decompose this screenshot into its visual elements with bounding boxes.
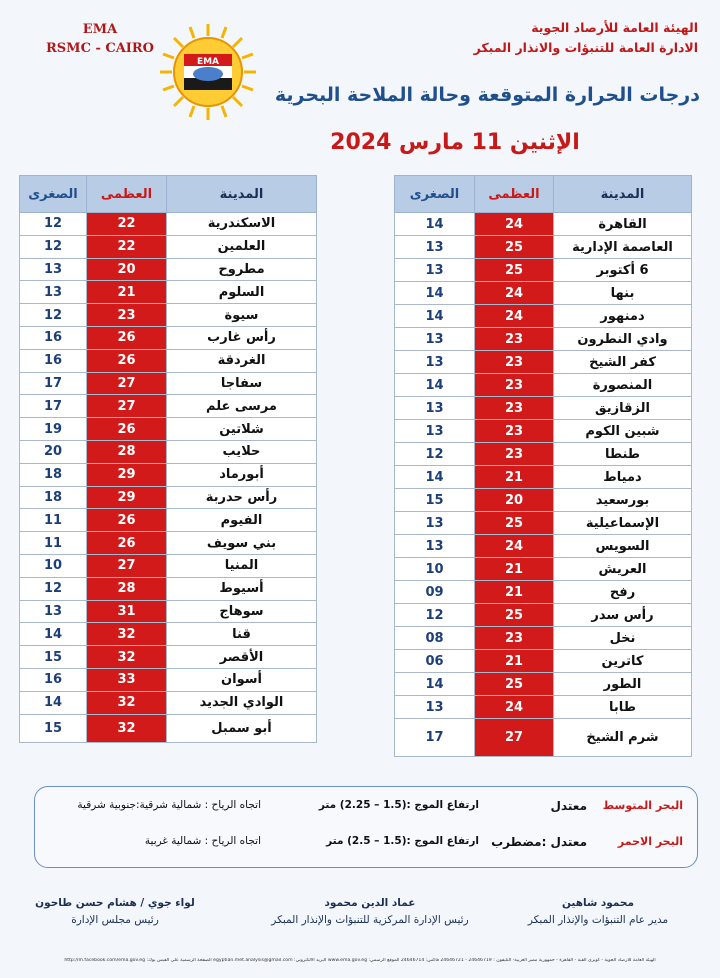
max-temp-cell: 23 <box>475 397 554 420</box>
min-temp-cell: 13 <box>20 281 87 304</box>
city-cell: سفاجا <box>167 372 317 395</box>
table-row <box>20 691 317 714</box>
table-row <box>395 466 692 489</box>
city-cell: كفر الشيخ <box>554 351 692 374</box>
city-cell: نخل <box>554 627 692 650</box>
table-row <box>395 374 692 397</box>
min-temp-cell: 18 <box>20 463 87 486</box>
table-row <box>395 259 692 282</box>
city-cell: العريش <box>554 558 692 581</box>
min-temp-cell: 12 <box>20 213 87 236</box>
city-cell: الوادي الجديد <box>167 691 317 714</box>
min-temp-cell: 06 <box>395 650 475 673</box>
red-sea-label: البحر الاحمر <box>617 835 683 848</box>
min-temp-cell: 12 <box>395 604 475 627</box>
max-temp-cell: 28 <box>87 577 167 600</box>
table-row <box>395 236 692 259</box>
max-temp-cell: 26 <box>87 418 167 441</box>
table-row <box>395 305 692 328</box>
min-temp-cell: 16 <box>20 668 87 691</box>
min-temp-cell: 14 <box>395 374 475 397</box>
signature-chairman <box>20 895 210 929</box>
min-temp-cell: 14 <box>395 466 475 489</box>
signature-role: مدير عام التنبؤات والإنذار المبكر <box>527 914 669 926</box>
table-row <box>395 696 692 719</box>
max-temp-cell: 24 <box>475 535 554 558</box>
forecast-date: الإثنين 11 مارس 2024 <box>330 130 580 155</box>
min-temp-cell: 13 <box>395 236 475 259</box>
min-temp-cell: 12 <box>20 235 87 258</box>
table-row <box>20 213 317 236</box>
signature-name: محمود شاهين <box>561 897 635 909</box>
max-temp-cell: 21 <box>475 650 554 673</box>
min-temp-cell: 17 <box>20 395 87 418</box>
table-row <box>20 577 317 600</box>
city-cell: دمياط <box>554 466 692 489</box>
city-cell: شرم الشيخ <box>554 719 692 757</box>
ema-logo <box>158 22 258 122</box>
city-cell: أسيوط <box>167 577 317 600</box>
table-row <box>20 600 317 623</box>
min-temp-cell: 13 <box>20 600 87 623</box>
table-row <box>395 719 692 757</box>
min-temp-cell: 11 <box>20 532 87 555</box>
min-temp-cell: 12 <box>20 577 87 600</box>
page-title: درجات الحرارة المتوقعة وحالة الملاحة البحرية <box>274 84 700 106</box>
city-cell: قنا <box>167 623 317 646</box>
max-temp-cell: 25 <box>475 604 554 627</box>
table-row <box>20 235 317 258</box>
min-temp-cell: 13 <box>395 696 475 719</box>
city-cell: المنيا <box>167 554 317 577</box>
table-row <box>20 646 317 669</box>
city-cell: حلايب <box>167 440 317 463</box>
city-cell: رأس حدربة <box>167 486 317 509</box>
table-row <box>395 213 692 236</box>
org-line-1: الهيئة العامة للأرصاد الجوية <box>531 20 698 35</box>
city-cell: كاترين <box>554 650 692 673</box>
city-cell: طنطا <box>554 443 692 466</box>
max-temp-cell: 32 <box>87 714 167 742</box>
city-cell: الأقصر <box>167 646 317 669</box>
table-row <box>395 328 692 351</box>
city-cell: شلاتين <box>167 418 317 441</box>
city-cell: رأس سدر <box>554 604 692 627</box>
signature-role: رئيس مجلس الإدارة <box>71 914 159 926</box>
max-temp-cell: 32 <box>87 691 167 714</box>
city-cell: الإسماعيلية <box>554 512 692 535</box>
signature-forecast-director <box>498 895 698 929</box>
min-temp-cell: 13 <box>395 420 475 443</box>
max-temp-cell: 21 <box>475 558 554 581</box>
table-row <box>395 282 692 305</box>
min-temp-cell: 14 <box>395 305 475 328</box>
city-cell: أبورماد <box>167 463 317 486</box>
table-row <box>395 443 692 466</box>
header-city: المدينة <box>167 176 317 213</box>
header-max: العظمى <box>475 176 554 213</box>
red-wave-height: ارتفاع الموج :(1.5 – 2.5) متر <box>326 835 479 847</box>
header-max: العظمى <box>87 176 167 213</box>
max-temp-cell: 31 <box>87 600 167 623</box>
table-row <box>395 650 692 673</box>
table-row <box>20 463 317 486</box>
city-cell: المنصورة <box>554 374 692 397</box>
table-row <box>395 397 692 420</box>
city-cell: العلمين <box>167 235 317 258</box>
city-cell: الزقازيق <box>554 397 692 420</box>
min-temp-cell: 18 <box>20 486 87 509</box>
max-temp-cell: 23 <box>475 627 554 650</box>
max-temp-cell: 26 <box>87 532 167 555</box>
min-temp-cell: 13 <box>395 535 475 558</box>
city-cell: القاهرة <box>554 213 692 236</box>
max-temp-cell: 28 <box>87 440 167 463</box>
min-temp-cell: 17 <box>20 372 87 395</box>
org-name-arabic <box>474 18 698 58</box>
city-cell: السويس <box>554 535 692 558</box>
max-temp-cell: 21 <box>475 581 554 604</box>
max-temp-cell: 32 <box>87 623 167 646</box>
max-temp-cell: 23 <box>475 420 554 443</box>
min-temp-cell: 16 <box>20 349 87 372</box>
table-row <box>20 326 317 349</box>
table-row <box>20 281 317 304</box>
table-row <box>395 581 692 604</box>
min-temp-cell: 14 <box>20 691 87 714</box>
table-row <box>20 372 317 395</box>
min-temp-cell: 12 <box>395 443 475 466</box>
min-temp-cell: 13 <box>395 397 475 420</box>
max-temp-cell: 27 <box>475 719 554 757</box>
max-temp-cell: 25 <box>475 259 554 282</box>
min-temp-cell: 13 <box>395 328 475 351</box>
max-temp-cell: 26 <box>87 326 167 349</box>
table-row <box>395 535 692 558</box>
min-temp-cell: 13 <box>395 351 475 374</box>
min-temp-cell: 14 <box>20 623 87 646</box>
min-temp-cell: 13 <box>395 512 475 535</box>
signature-central-director <box>255 895 485 929</box>
max-temp-cell: 21 <box>87 281 167 304</box>
header-min: الصغرى <box>20 176 87 213</box>
temperature-table-left <box>19 175 317 743</box>
min-temp-cell: 16 <box>20 326 87 349</box>
med-wind-direction: اتجاه الرياح : شمالية شرقية:جنوبية شرقية <box>77 799 261 811</box>
city-cell: بورسعيد <box>554 489 692 512</box>
header-min: الصغرى <box>395 176 475 213</box>
table-row <box>20 304 317 327</box>
org-abbreviation: EMA <box>82 22 118 37</box>
org-rsmc: RSMC - CAIRO <box>45 41 155 56</box>
max-temp-cell: 24 <box>475 696 554 719</box>
city-cell: مرسى علم <box>167 395 317 418</box>
city-cell: الفيوم <box>167 509 317 532</box>
min-temp-cell: 10 <box>395 558 475 581</box>
max-temp-cell: 23 <box>475 351 554 374</box>
max-temp-cell: 29 <box>87 463 167 486</box>
max-temp-cell: 20 <box>87 258 167 281</box>
signature-role: رئيس الإدارة المركزية للتنبؤات والإنذار المبكر <box>271 914 469 926</box>
city-cell: سيوة <box>167 304 317 327</box>
table-row <box>395 604 692 627</box>
org-line-2: الادارة العامة للتنبؤات والانذار المبكر <box>473 40 698 55</box>
min-temp-cell: 14 <box>395 282 475 305</box>
table-row <box>20 554 317 577</box>
min-temp-cell: 08 <box>395 627 475 650</box>
header-city: المدينة <box>554 176 692 213</box>
table-row <box>20 714 317 742</box>
table-row <box>395 627 692 650</box>
svg-text:EMA: EMA <box>196 57 220 67</box>
min-temp-cell: 19 <box>20 418 87 441</box>
max-temp-cell: 23 <box>475 328 554 351</box>
max-temp-cell: 27 <box>87 554 167 577</box>
city-cell: الطور <box>554 673 692 696</box>
max-temp-cell: 24 <box>475 282 554 305</box>
city-cell: بني سويف <box>167 532 317 555</box>
temperature-table-right <box>394 175 692 757</box>
min-temp-cell: 10 <box>20 554 87 577</box>
max-temp-cell: 25 <box>475 512 554 535</box>
table-row <box>395 351 692 374</box>
city-cell: رأس غارب <box>167 326 317 349</box>
city-cell: أبو سمبل <box>167 714 317 742</box>
max-temp-cell: 24 <box>475 213 554 236</box>
min-temp-cell: 15 <box>20 646 87 669</box>
city-cell: بنها <box>554 282 692 305</box>
red-wind-direction: اتجاه الرياح : شمالية غربية <box>144 835 261 847</box>
min-temp-cell: 11 <box>20 509 87 532</box>
table-row <box>20 486 317 509</box>
red-sea-state: معتدل :مضطرب <box>491 835 587 849</box>
max-temp-cell: 23 <box>475 374 554 397</box>
table-row <box>395 673 692 696</box>
table-row <box>20 258 317 281</box>
city-cell: الغردقة <box>167 349 317 372</box>
city-cell: رفح <box>554 581 692 604</box>
max-temp-cell: 27 <box>87 395 167 418</box>
signature-name: عماد الدين محمود <box>324 897 416 909</box>
city-cell: السلوم <box>167 281 317 304</box>
city-cell: الاسكندرية <box>167 213 317 236</box>
city-cell: دمنهور <box>554 305 692 328</box>
table-row <box>20 509 317 532</box>
city-cell: وادي النطرون <box>554 328 692 351</box>
min-temp-cell: 09 <box>395 581 475 604</box>
city-cell: أسوان <box>167 668 317 691</box>
min-temp-cell: 14 <box>395 213 475 236</box>
city-cell: العاصمة الإدارية <box>554 236 692 259</box>
marine-status-box <box>34 786 698 868</box>
min-temp-cell: 13 <box>20 258 87 281</box>
city-cell: 6 أكتوبر <box>554 259 692 282</box>
table-row <box>20 440 317 463</box>
table-row <box>20 349 317 372</box>
table-row <box>395 489 692 512</box>
max-temp-cell: 20 <box>475 489 554 512</box>
table-header-row <box>20 176 317 213</box>
signature-name: لواء جوي / هشام حسن طاحون <box>35 897 195 909</box>
max-temp-cell: 23 <box>87 304 167 327</box>
table-row <box>395 420 692 443</box>
table-row <box>395 558 692 581</box>
max-temp-cell: 24 <box>475 305 554 328</box>
max-temp-cell: 26 <box>87 509 167 532</box>
min-temp-cell: 12 <box>20 304 87 327</box>
max-temp-cell: 22 <box>87 213 167 236</box>
org-name-english <box>30 20 170 58</box>
max-temp-cell: 25 <box>475 236 554 259</box>
min-temp-cell: 15 <box>20 714 87 742</box>
min-temp-cell: 17 <box>395 719 475 757</box>
min-temp-cell: 13 <box>395 259 475 282</box>
footer-contact-info: الهيئة العامة للأرصاد الجوية - كوبري القبة - القاهرة - جمهورية مصر العربية- التليفون : 24646719 - 24646721 فاكس: 24646714 الموقع الرسمي: www.ema.gov.eg البريد الالكتروني: egyptian.met.analysis@gmail.com الصفحة الرسمية على الفيس بوك: http://m.facebook.com/ema.gov.eg <box>64 958 656 963</box>
table-row <box>20 668 317 691</box>
max-temp-cell: 23 <box>475 443 554 466</box>
table-row <box>20 532 317 555</box>
med-wave-height: ارتفاع الموج :(1.5 – 2.25) متر <box>318 799 479 811</box>
min-temp-cell: 15 <box>395 489 475 512</box>
max-temp-cell: 26 <box>87 349 167 372</box>
table-row <box>20 418 317 441</box>
max-temp-cell: 29 <box>87 486 167 509</box>
city-cell: سوهاج <box>167 600 317 623</box>
table-row <box>395 512 692 535</box>
table-header-row <box>395 176 692 213</box>
min-temp-cell: 20 <box>20 440 87 463</box>
max-temp-cell: 33 <box>87 668 167 691</box>
med-sea-state: معتدل <box>550 799 587 813</box>
table-row <box>20 395 317 418</box>
max-temp-cell: 32 <box>87 646 167 669</box>
max-temp-cell: 22 <box>87 235 167 258</box>
max-temp-cell: 27 <box>87 372 167 395</box>
table-row <box>20 623 317 646</box>
city-cell: شبين الكوم <box>554 420 692 443</box>
min-temp-cell: 14 <box>395 673 475 696</box>
city-cell: طابا <box>554 696 692 719</box>
city-cell: مطروح <box>167 258 317 281</box>
max-temp-cell: 25 <box>475 673 554 696</box>
med-sea-label: البحر المتوسط <box>602 799 683 812</box>
max-temp-cell: 21 <box>475 466 554 489</box>
